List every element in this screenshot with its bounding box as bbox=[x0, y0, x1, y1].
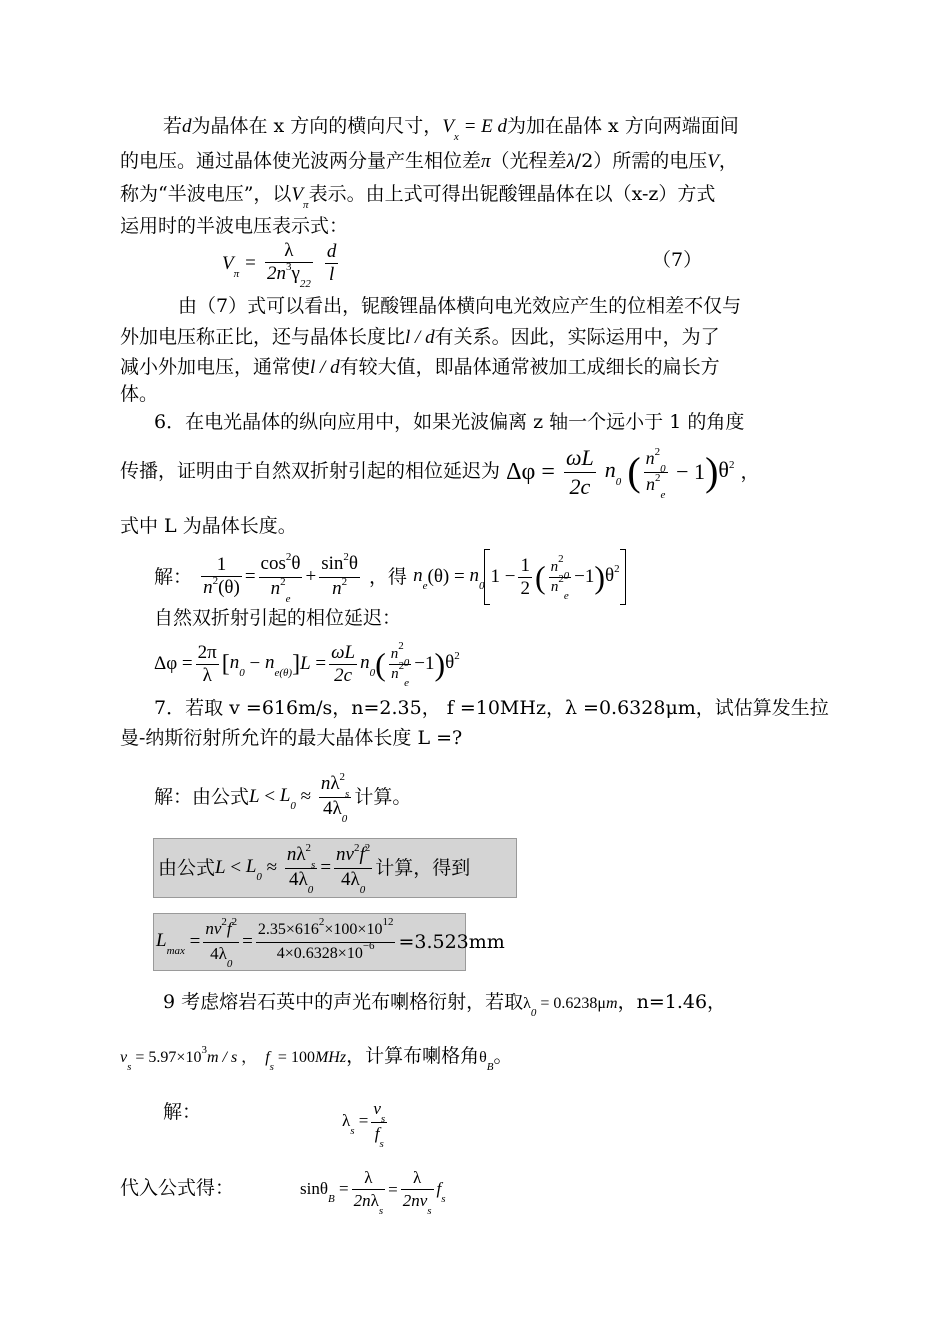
q9-lambda-s: $\lambda_s$ = $\frac{v_s}{f_s}$ bbox=[342, 1098, 386, 1150]
para2-line2: 外加电压称正比，还与晶体长度比l / d有关系。因此，实际运用中，为了 bbox=[120, 326, 720, 348]
q7-line2: 曼-纳斯衍射所允许的最大晶体长度 L =? bbox=[120, 727, 463, 749]
equation-7-tag: （7） bbox=[652, 249, 703, 271]
var-pi: π bbox=[481, 151, 491, 172]
para1-line4: 运用时的半波电压表示式： bbox=[120, 215, 349, 237]
para2-line3: 减小外加电压，通常使l / d有较大值，即晶体通常被加工成细长的扁长方 bbox=[120, 356, 720, 378]
q6-delay-formula: Δφ = $\frac{2\pi}{\lambda}$ $[n_0 - n_{e(\theta)}]L$ = $\frac{\omega L}{2c}$ $n_0$( $\frac{n^2_0}{n^2_e}$ $-1)\theta^2$ bbox=[154, 639, 460, 689]
var-V: V bbox=[707, 151, 719, 172]
para1-line2: 的电压。通过晶体使光波两分量产生相位差π（光程差λ/2）所需的电压V， bbox=[120, 150, 738, 172]
q6-line1: 6．在电光晶体的纵向应用中，如果光波偏离 z 轴一个远小于 1 的角度 bbox=[154, 411, 745, 433]
q9-substitute-label: 代入公式得： bbox=[120, 1177, 235, 1199]
var-Vpi: $V_\pi$ bbox=[291, 184, 309, 211]
para2-line4: 体。 bbox=[120, 383, 159, 405]
formula-V-Ed: $V_x = E$ d bbox=[442, 116, 507, 143]
q6-delay-label: 自然双折射引起的相位延迟： bbox=[154, 607, 402, 629]
para2-line1: 由（7）式可以看出，铌酸锂晶体横向电光效应产生的位相差不仅与 bbox=[178, 295, 742, 317]
q9-sin-theta: sinθ$_B$ = $\frac{\lambda}{2n\lambda_s}$ = $\frac{\lambda}{2nv_s}$ $f_s$ bbox=[300, 1167, 446, 1217]
q7-line1: 7．若取 v =616m/s，n=2.35， f =10MHz，λ =0.6328μm，试估算发生拉 bbox=[154, 697, 829, 719]
q7-box1-formula: 由公式$L < L_0$ ≈ $\frac{n\lambda^2_s}{4\lambda_0}$ = $\frac{nv^2f^2}{4\lambda_0}$ 计算，得到 bbox=[158, 841, 471, 896]
equation-7: $V_\pi$ = $\frac{\lambda}{2n^3\gamma_{22}}$ $\frac{d}{l}$ bbox=[222, 240, 337, 290]
q9-solution-label: 解： bbox=[163, 1101, 202, 1123]
q9-line2: $v_s = 5.97\times 10^3m / s$ ， $f_s = 100MHz$，计算布喇格角$\theta_B$。 bbox=[120, 1044, 513, 1073]
q9-line1: 9 考虑熔岩石英中的声光布喇格衍射，若取$\lambda_0 = 0.6238\mu m$，n=1.46， bbox=[163, 991, 727, 1019]
q6-solution: 解： $\frac{1}{n^2(\theta)}$ = $\frac{\cos^2\theta}{n^2_e}$ + $\frac{\sin^2\theta}{n^2}$ ，得 $n_e(\theta) = n_0$ 1 − $\frac{1}{2}$ ( $\frac{n^2_0}{n^2_e}$ $-1)\theta^2$ bbox=[154, 548, 626, 606]
q7-box2-formula: $L_{max}$ = $\frac{nv^2f^2}{4\lambda_0}$ = $\frac{2.35\times 616^2\times 100\times 10^{12}}{4\times 0.6328\times 10^{-6}}$ =3.523mm bbox=[156, 915, 505, 970]
var-d: d bbox=[182, 116, 192, 137]
q6-line3: 式中 L 为晶体长度。 bbox=[120, 515, 297, 537]
para1-line1: 若d为晶体在 x 方向的横向尺寸，$V_x = E$ d为加在晶体 x 方向两端面间 bbox=[163, 115, 739, 143]
para1-line3: 称为“半波电压”，以$V_\pi$表示。由上式可得出铌酸锂晶体在以（x-z）方式 bbox=[120, 183, 716, 211]
q7-solution: 解：由公式$L < L_0$ ≈ $\frac{n\lambda^2_s}{4\lambda_0}$ 计算。 bbox=[154, 770, 412, 825]
q6-line2: 传播，证明由于自然双折射引起的相位延迟为 Δφ = $\frac{\omega L}{2c}$ $n_0$ ( $\frac{n^2_0}{n^2_e}$ − $1)\theta^2$ ， bbox=[120, 444, 760, 501]
